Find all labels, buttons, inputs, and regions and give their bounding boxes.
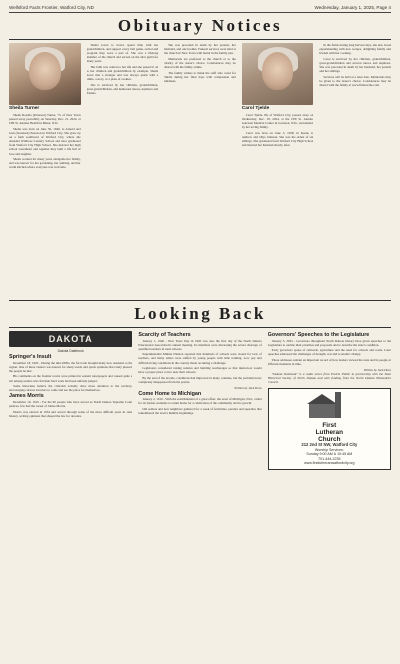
section-rule: [9, 300, 391, 301]
obit-column-2: [87, 43, 159, 296]
obit-column-5: [319, 43, 391, 296]
ad-name-line: First: [322, 422, 337, 430]
byline: Written by Jack Dura: [234, 385, 262, 390]
looking-back-section-title: Looking Back: [134, 304, 266, 323]
article-headline: Come Home to Michigan: [138, 390, 202, 397]
looking-back-column-2: [138, 331, 261, 664]
ad-worship-times: Sunday 9:00 AM & 10:45 AM: [306, 452, 353, 457]
paragraph: She is survived by her children, grandchildren, great-grandchildren, and numerous nieces, nephews and friends.: [86, 83, 159, 96]
obit-column-3: [164, 43, 236, 296]
paragraph: His comments on the frontier towns were printed in eastern newspapers and caused quite a stir among settlers who felt their hard work had been unfairly judged.: [9, 374, 133, 383]
obit-column-4: [242, 43, 314, 296]
paragraph: Some historians believe the criticism actually drew more attention to the territory, encouraging curious travelers to come and see the place for themselves.: [9, 384, 133, 393]
dakota-datebook-logo: DAKOTA: [9, 331, 132, 347]
paragraph: Sheila was born on June 30, 1949, to Arnold and Jean (Sorensen) Peterson in Watford City. She grew up on a farm southwest of Watford City, where she attended Wildrose Country School and later graduated from Watford City High School. She married her high school sweetheart and together they built a life full of love and laughter.: [9, 126, 81, 156]
paragraph: Sheila Rosella (Peterson) Turner, 75, of New Town passed away peacefully on Saturday, Dec. 21, 2024, at CHI St. Alexius Health in Minot, N.D.: [9, 113, 81, 126]
church-advertisement: [268, 388, 391, 470]
paragraph: By the end of the decade, conditions had improved in many counties, but the problem never completely disappeared from the prairie.: [138, 375, 262, 384]
looking-back-column-3: [268, 331, 391, 664]
ad-name-line: Church: [318, 436, 341, 444]
section-rule: [9, 39, 391, 40]
paragraph: Carol Tjelde, 86, of Watford City, passed away on Wednesday, Dec. 18, 2024, at the CHI St. Alexius Garrison Medical Center in Garrison, N.D., surrounded by her loving family.: [241, 113, 314, 130]
paragraph: Her faith was central to her life and she passed it on to her children and grandchildren by example. Sheila never met a stranger and was always quick with a smile, a story, or a plate of cookies.: [86, 65, 159, 82]
masthead: [9, 5, 391, 13]
obit-column-1: [9, 43, 81, 296]
paragraph: Morris was elected in 1934 and served through some of the most difficult years in state history, writing opinions that shaped the law for decades.: [9, 409, 133, 418]
portrait-photo-carol: [242, 43, 314, 105]
looking-back-columns: [9, 331, 391, 664]
masthead-left: Wellsford Facts Frontier, Watford City, ND: [9, 5, 94, 10]
footnote: "Dakota Datebook" is a radio series from Prairie Public in partnership with the State Historical Society of North Dakota and with funding from the North Dakota Humanities Council.: [267, 371, 391, 384]
portrait-photo-sheila: [9, 43, 81, 105]
photo-caption: Sheila Turner: [9, 106, 40, 111]
section-rule: [9, 327, 391, 328]
article-headline: Governors' Speeches to the Legislature: [267, 332, 370, 338]
obituary-section-title: Obituary Notices: [117, 16, 283, 35]
paragraph: Carol is survived by her children, grandchildren, great-grandchildren and several nieces and nephews. She was preceded in death by her husband, her parents and her siblings.: [319, 56, 391, 74]
paragraph: Carol was born on June 3, 1938, in Keene to Andrew and Olga Johnson. She was the oldest of six siblings. She graduated from Watford City High School and married her husband shortly after.: [241, 131, 314, 148]
looking-back-column-1: [9, 331, 132, 664]
photo-caption: Carol Tjelde: [241, 106, 270, 111]
church-icon: [295, 394, 364, 420]
byline: Written by Jack Dura: [363, 367, 391, 372]
paragraph: She was preceded in death by her parents, her husband, and one brother. Funeral services were held at the church in New Town with burial in the family plot.: [164, 43, 236, 56]
article-headline: Springer's Insult: [9, 354, 52, 361]
ad-worship-label: Worship Services:: [314, 447, 344, 452]
paragraph: These addresses remain an important record of how leaders viewed the state and its people at different moments in time.: [267, 357, 391, 367]
obituaries-columns: [9, 43, 391, 296]
paragraph: Legislators considered raising salaries and building teacherages so that instructors would have a proper place to live near their schools.: [138, 366, 262, 375]
masthead-right: Wednesday, January 1, 2025, Page 4: [314, 5, 391, 10]
paragraph: December 18, 1920 - During the mid-1800s, the fur trade brought many new residents to the region. One of these visitors was known for sharp words and quick opinions that rarely pleased the people he met.: [9, 360, 133, 373]
ad-name-line: Lutheran: [315, 429, 343, 437]
paragraph: January 2, 1910 - With the establishment of a great effort, the town of Michigan, N.D., called for its former residents to return home for a celebration of the community and its growth.: [138, 397, 262, 406]
ad-phone: 701-444-2235: [318, 456, 341, 461]
paragraph: Services will be held at a later date. Memorials may be given to the donor's choice. Condolences may be shared with the family at www.fullerscms.com.: [319, 74, 391, 88]
paragraph: The family wishes to thank the staff who cared for Sheila during her final days with compassion and kindness.: [164, 70, 236, 83]
ad-address: 212 2nd St NW, Watford City: [301, 442, 358, 448]
article-headline: Scarcity of Teachers: [138, 332, 191, 338]
paragraph: Old settlers and new neighbors gathered for a week of festivities, parades and speeches that remembered the town's humble beginnings.: [138, 406, 262, 415]
paragraph: Memorials are preferred to the church or to the charity of the donor's choice. Condolences may be shared with the family online.: [164, 56, 236, 70]
logo-subtitle: Dakota Datebook: [57, 349, 84, 353]
paragraph: Early governors spoke of railroads, agriculture and the need for schools and roads. Later speeches addressed the challenges of drought, war and economic change.: [267, 348, 391, 357]
article-headline: James Morris: [9, 393, 44, 400]
paragraph: In the fields during long harvest days, she also loved experimenting with new recipes, delighting family and friends with her cooking.: [319, 43, 391, 56]
paragraph: January 1, 1920 - New Years Day in 1920 was also the first day of the North Dakota Educational Association's annual meeting. Its members were discussing the severe shortage of qualified teachers in rural schools.: [138, 338, 262, 351]
ad-website-link[interactable]: www.firstlutheranwatfordcity.org: [304, 461, 355, 466]
paragraph: Superintendent Minnie Nielson reported that hundreds of schools were closed for lack of teachers, and many others were staffed by young people with little training. Low pay and difficult living conditions in the country made recruiting a challenge.: [138, 352, 262, 365]
paragraph: Sheila loved to travel, spend time with her grandchildren, and support every ball game, recital and program they were a part of. She was a lifelong member of the church and served on the altar guild for many years.: [86, 43, 159, 64]
paragraph: January 3, 2023 - Governors throughout North Dakota history have given speeches to the Legislature to outline their priorities and proposals and to describe the state's condition.: [267, 338, 391, 347]
paragraph: December 19, 1919 - For the 90 people who have served as North Dakota Supreme Court justices, few had the career of James Morris.: [9, 399, 133, 409]
paragraph: Sheila worked for many years alongside her family, and was known for her gardening, her quilting, and her warm kitchen where everyone was welcome.: [9, 157, 81, 170]
